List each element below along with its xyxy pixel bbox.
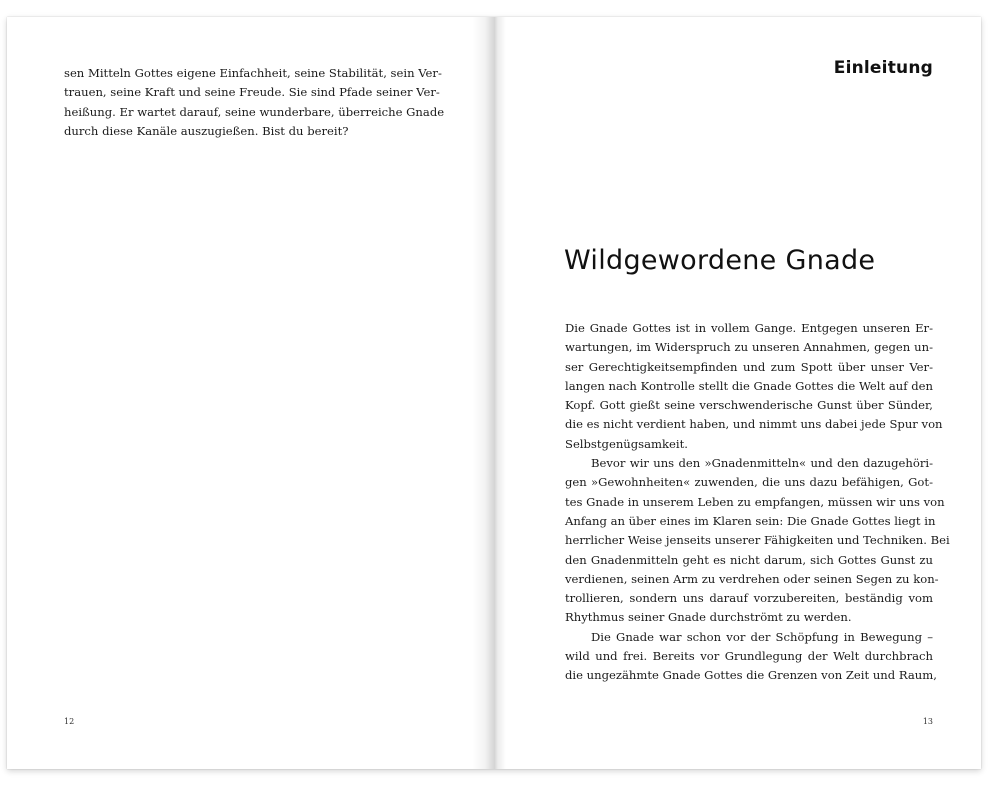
body-line: trauen, seine Kraft und seine Freude. Sie sind Pfade seiner Ver- [64,85,440,100]
right-page-body [565,319,950,686]
left-page-body [64,64,445,141]
body-line: wartungen, im Widerspruch zu unseren Annahmen, gegen un- [565,340,933,355]
body-line: Kopf. Gott gießt seine verschwenderische Gunst über Sünder, [565,398,933,413]
body-line: heißung. Er wartet darauf, seine wunderbare, überreiche Gnade [64,104,445,119]
body-line: trollieren, sondern uns darauf vorzubereiten, beständig vom [565,591,933,606]
body-line: ser Gerechtigkeitsempfinden und zum Spott über unser Ver- [565,359,933,374]
body-line: Die Gnade war schon vor der Schöpfung in Bewegung – [591,629,933,644]
page-number-right: 13 [922,717,933,726]
right-page [494,17,981,769]
body-line: durch diese Kanäle auszugießen. Bist du bereit? [64,123,349,138]
left-page [7,17,494,769]
body-line: herrlicher Weise jenseits unserer Fähigkeiten und Techniken. Bei [565,533,950,548]
body-line: Anfang an über eines im Klaren sein: Die Gnade Gottes liegt in [565,513,936,528]
body-line: tes Gnade in unserem Leben zu empfangen, müssen wir uns von [565,494,945,509]
running-head: Einleitung [833,58,933,78]
body-line: Bevor wir uns den »Gnadenmitteln« und den dazugehöri- [591,456,933,471]
body-line: die es nicht verdient haben, und nimmt uns dabei jede Spur von [565,417,943,432]
body-line: wild und frei. Bereits vor Grundlegung der Welt durchbrach [565,649,933,664]
body-line: Rhythmus seiner Gnade durchströmt zu werden. [565,610,852,625]
body-line: langen nach Kontrolle stellt die Gnade Gottes die Welt auf den [565,378,933,393]
body-line: Selbstgenügsamkeit. [565,436,688,451]
book-spread [7,17,981,769]
body-line: verdienen, seinen Arm zu verdrehen oder seinen Segen zu kon- [565,571,939,586]
body-line: die ungezähmte Gnade Gottes die Grenzen von Zeit und Raum, [565,668,937,683]
gutter-shadow-right [494,17,506,769]
body-line: Die Gnade Gottes ist in vollem Gange. Entgegen unseren Er- [565,321,933,335]
gutter-shadow-left [472,17,494,769]
body-line: gen »Gewohnheiten« zuwenden, die uns dazu befähigen, Got- [565,475,933,490]
chapter-title: Wildgewordene Gnade [564,245,876,276]
page-number-left: 12 [64,717,75,726]
body-line: den Gnadenmitteln geht es nicht darum, sich Gottes Gunst zu [565,552,933,567]
body-line: sen Mitteln Gottes eigene Einfachheit, seine Stabilität, sein Ver- [64,66,442,80]
